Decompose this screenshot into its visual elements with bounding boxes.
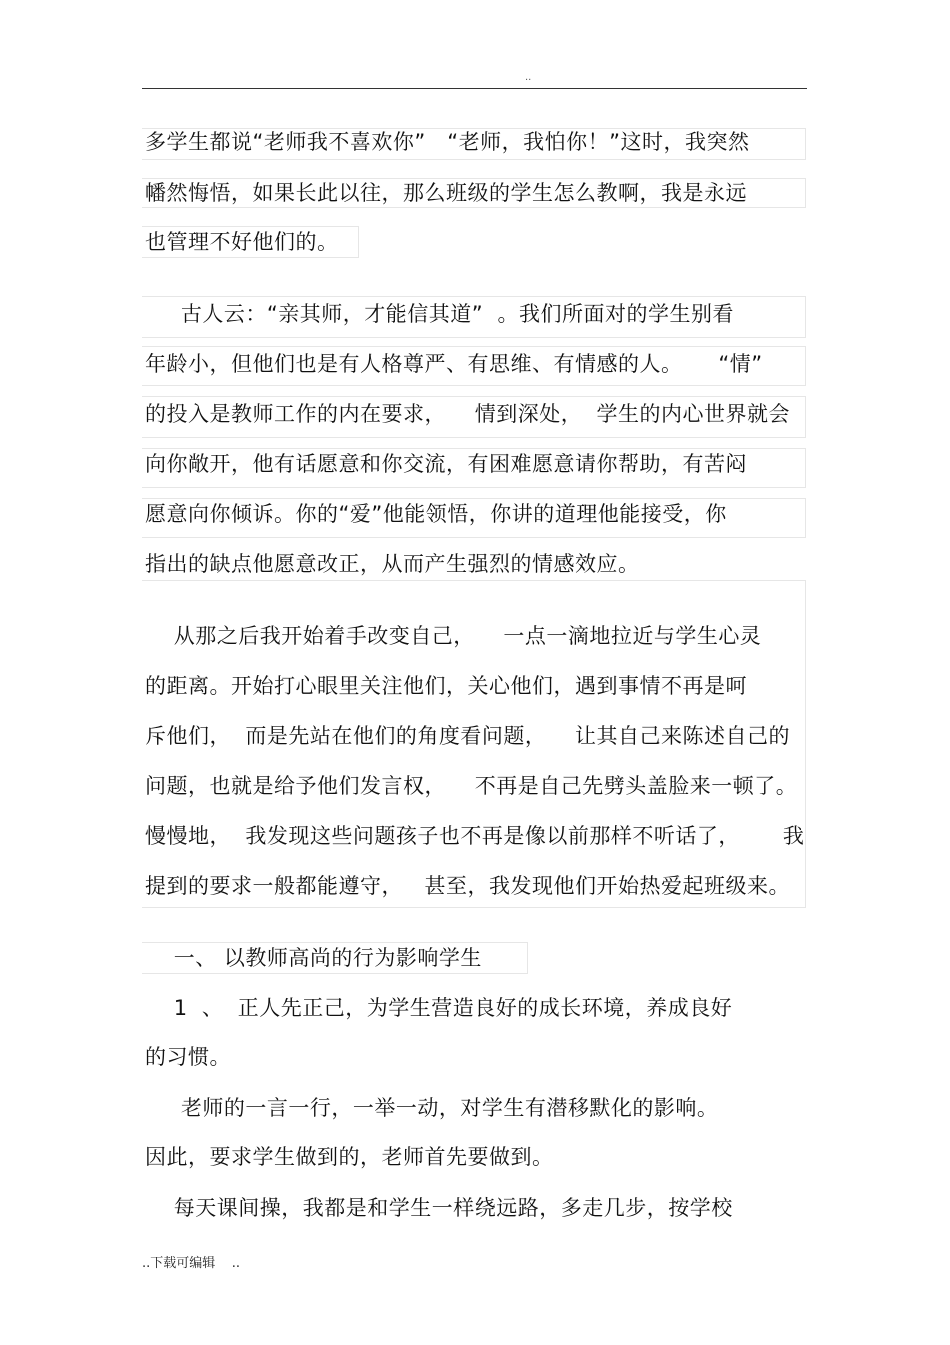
text-line: 也管理不好他们的。	[145, 230, 339, 254]
text-line: 愿意向你倾诉。你的“爱”他能领悟，你讲的道理他能接受，你	[145, 502, 727, 526]
text-line: 的习惯。	[145, 1045, 231, 1069]
text-line: 问题，也就是给予他们发言权， 不再是自己先劈头盖脸来一顿了。	[145, 774, 798, 798]
text-line: 年龄小，但他们也是有人格尊严、有思维、有情感的人。 “情”	[145, 352, 763, 376]
text-line: 每天课间操，我都是和学生一样绕远路，多走几步，按学校	[145, 1196, 733, 1220]
section-heading: 一、 以教师高尚的行为影响学生	[145, 946, 482, 970]
header-mark: ..	[525, 72, 532, 83]
text-line: 慢慢地， 我发现这些问题孩子也不再是像以前那样不听话了， 我	[145, 824, 805, 848]
text-line: 因此，要求学生做到的，老师首先要做到。	[145, 1145, 554, 1169]
header-rule	[142, 88, 807, 89]
text-line: 提到的要求一般都能遵守， 甚至，我发现他们开始热爱起班级来。	[145, 874, 791, 898]
text-line: 多学生都说“老师我不喜欢你” “老师，我怕你！”这时，我突然	[145, 130, 750, 154]
text-line: 老师的一言一行，一举一动，对学生有潜移默化的影响。	[145, 1096, 719, 1120]
text-line: 幡然悔悟，如果长此以往，那么班级的学生怎么教啊，我是永远	[145, 181, 747, 205]
text-line: 的距离。开始打心眼里关注他们，关心他们，遇到事情不再是呵	[145, 674, 747, 698]
text-line: 古人云：“亲其师，才能信其道” 。我们所面对的学生别看	[145, 302, 734, 326]
text-line: 1 、 正人先正己，为学生营造良好的成长环境，养成良好	[145, 996, 733, 1020]
text-line: 斥他们， 而是先站在他们的角度看问题， 让其自己来陈述自己的	[145, 724, 791, 748]
footer-note: ..下载可编辑 ..	[142, 1256, 241, 1271]
text-line: 向你敞开，他有话愿意和你交流，有困难愿意请你帮助，有苦闷	[145, 452, 747, 476]
text-line: 从那之后我开始着手改变自己， 一点一滴地拉近与学生心灵	[145, 624, 762, 648]
text-line: 的投入是教师工作的内在要求， 情到深处， 学生的内心世界就会	[145, 402, 791, 426]
text-line: 指出的缺点他愿意改正，从而产生强烈的情感效应。	[145, 552, 640, 576]
